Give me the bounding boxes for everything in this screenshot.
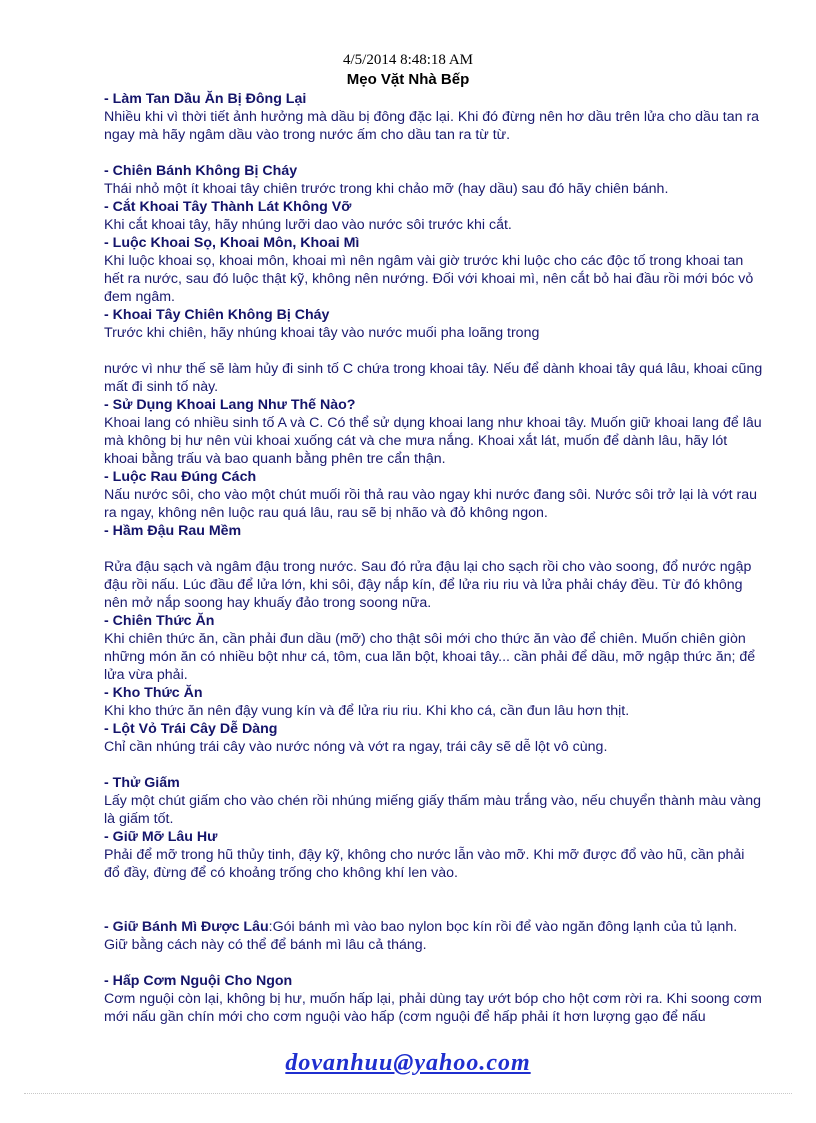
section-body: :Gói bánh mì vào bao nylon bọc kín rồi để vào ngăn đông lạnh của tủ lạnh. Giữ bằng cách này có thể để bánh mì lâu cả tháng. xyxy=(104,919,738,953)
document-date: 4/5/2014 8:48:18 AM xyxy=(342,52,473,68)
section-heading: - Thử Giấm xyxy=(104,775,180,791)
section-body: Khi luộc khoai sọ, khoai môn, khoai mì nên ngâm vài giờ trước khi luộc cho các độc tố trong khoai tan hết ra nước, sau đó luộc thật kỹ, không nên nướng. Đối với khoai mì, nên cắt bỏ hai đầu rồi mới bóc vỏ đem ngâm. xyxy=(104,253,754,305)
section-body: Nhiều khi vì thời tiết ảnh hưởng mà dầu bị đông đặc lại. Khi đó đừng nên hơ dầu trên lửa cho dầu tan ra ngay mà hãy ngâm dầu vào trong nước ấm cho dầu tan ra từ từ. xyxy=(104,109,760,143)
section-heading: - Sử Dụng Khoai Lang Như Thế Nào? xyxy=(104,397,356,413)
section-body: Thái nhỏ một ít khoai tây chiên trước trong khi chảo mỡ (hay dầu) sau đó hãy chiên bánh. xyxy=(104,181,669,197)
section-heading: - Cắt Khoai Tây Thành Lát Không Vỡ xyxy=(104,199,352,215)
document-content xyxy=(104,90,764,1026)
section-body: Rửa đậu sạch và ngâm đậu trong nước. Sau đó rửa đậu lại cho sạch rồi cho vào soong, đổ nước ngập đậu rồi nấu. Lúc đầu để lửa lớn, khi sôi, đậy nắp kín, để lửa riu riu và lửa phải cháy đều. Từ đó không nên mở nắp soong hay khuấy đảo trong soong nữa. xyxy=(104,559,752,611)
footer-email-link[interactable]: dovanhuu@yahoo.com xyxy=(285,1050,531,1076)
section-body: Khi cắt khoai tây, hãy nhúng lưỡi dao vào nước sôi trước khi cắt. xyxy=(104,217,512,233)
section-heading: - Khoai Tây Chiên Không Bị Cháy xyxy=(104,307,330,323)
section-body: Chỉ cần nhúng trái cây vào nước nóng và vớt ra ngay, trái cây sẽ dễ lột vô cùng. xyxy=(104,739,608,755)
section-body: Trước khi chiên, hãy nhúng khoai tây vào nước muối pha loãng trong xyxy=(104,325,540,341)
section-heading: - Hấp Cơm Nguội Cho Ngon xyxy=(104,973,293,989)
section-inline xyxy=(104,918,764,954)
section-body: Phải để mỡ trong hũ thủy tinh, đậy kỹ, không cho nước lẫn vào mỡ. Khi mỡ được đổ vào hũ, cần phải đổ đầy, đừng để có khoảng trống cho không khí len vào. xyxy=(104,847,745,881)
section-body: Cơm nguội còn lại, không bị hư, muốn hấp lại, phải dùng tay ướt bóp cho hột cơm rời ra. Khi soong cơm mới nấu gần chín mới cho cơm nguội vào hấp (cơm nguội để hấp phải ít hơn lượng gạo để nấu xyxy=(104,991,762,1025)
section-heading: - Luộc Rau Đúng Cách xyxy=(104,469,257,485)
section-body: Lấy một chút giấm cho vào chén rồi nhúng miếng giấy thấm màu trắng vào, nếu chuyển thành màu vàng là giấm tốt. xyxy=(104,793,761,827)
section-body: Nấu nước sôi, cho vào một chút muối rồi thả rau vào ngay khi nước đang sôi. Nước sôi trở lại là vớt rau ra ngay, không nên luộc rau quá lâu, rau sẽ bị nhão và đỏ không ngon. xyxy=(104,487,758,521)
section-body: Khi chiên thức ăn, cần phải đun dầu (mỡ) cho thật sôi mới cho thức ăn vào để chiên. Muốn chiên giòn những món ăn có nhiều bột như cá, tôm, cua lăn bột, khoai tây... cần phải để dầu, mỡ ngập thức ăn; để lửa vừa phải. xyxy=(104,631,756,683)
section-body-continued: nước vì như thế sẽ làm hủy đi sinh tố C chứa trong khoai tây. Nếu để dành khoai tây quá lâu, khoai cũng mất đi sinh tố này. xyxy=(104,361,763,395)
section-heading: - Giữ Bánh Mì Được Lâu xyxy=(104,919,269,935)
section-heading: - Lột Vỏ Trái Cây Dễ Dàng xyxy=(104,721,278,737)
section-heading: - Chiên Thức Ăn xyxy=(104,613,215,629)
section-heading: - Chiên Bánh Không Bị Cháy xyxy=(104,163,298,179)
section-body: Khi kho thức ăn nên đậy vung kín và để lửa riu riu. Khi kho cá, cần đun lâu hơn thịt. xyxy=(104,703,630,719)
section-body: Khoai lang có nhiều sinh tố A và C. Có thể sử dụng khoai lang như khoai tây. Muốn giữ khoai lang để lâu mà không bị hư nên vùi khoai xuống cát và che mưa nắng. Khoai xắt lát, muốn để dành lâu, hãy lót khoai bằng trấu và bao quanh bằng phên tre cẩn thận. xyxy=(104,415,762,467)
section-heading: - Giữ Mỡ Lâu Hư xyxy=(104,829,218,845)
section-heading: - Làm Tan Dầu Ăn Bị Đông Lại xyxy=(104,91,307,107)
document-title: Mẹo Vặt Nhà Bếp xyxy=(346,71,470,88)
section-heading: - Kho Thức Ăn xyxy=(104,685,203,701)
section-heading: - Luộc Khoai Sọ, Khoai Môn, Khoai Mì xyxy=(104,235,360,251)
footer-divider xyxy=(24,1093,792,1094)
section-heading: - Hầm Đậu Rau Mềm xyxy=(104,523,242,539)
